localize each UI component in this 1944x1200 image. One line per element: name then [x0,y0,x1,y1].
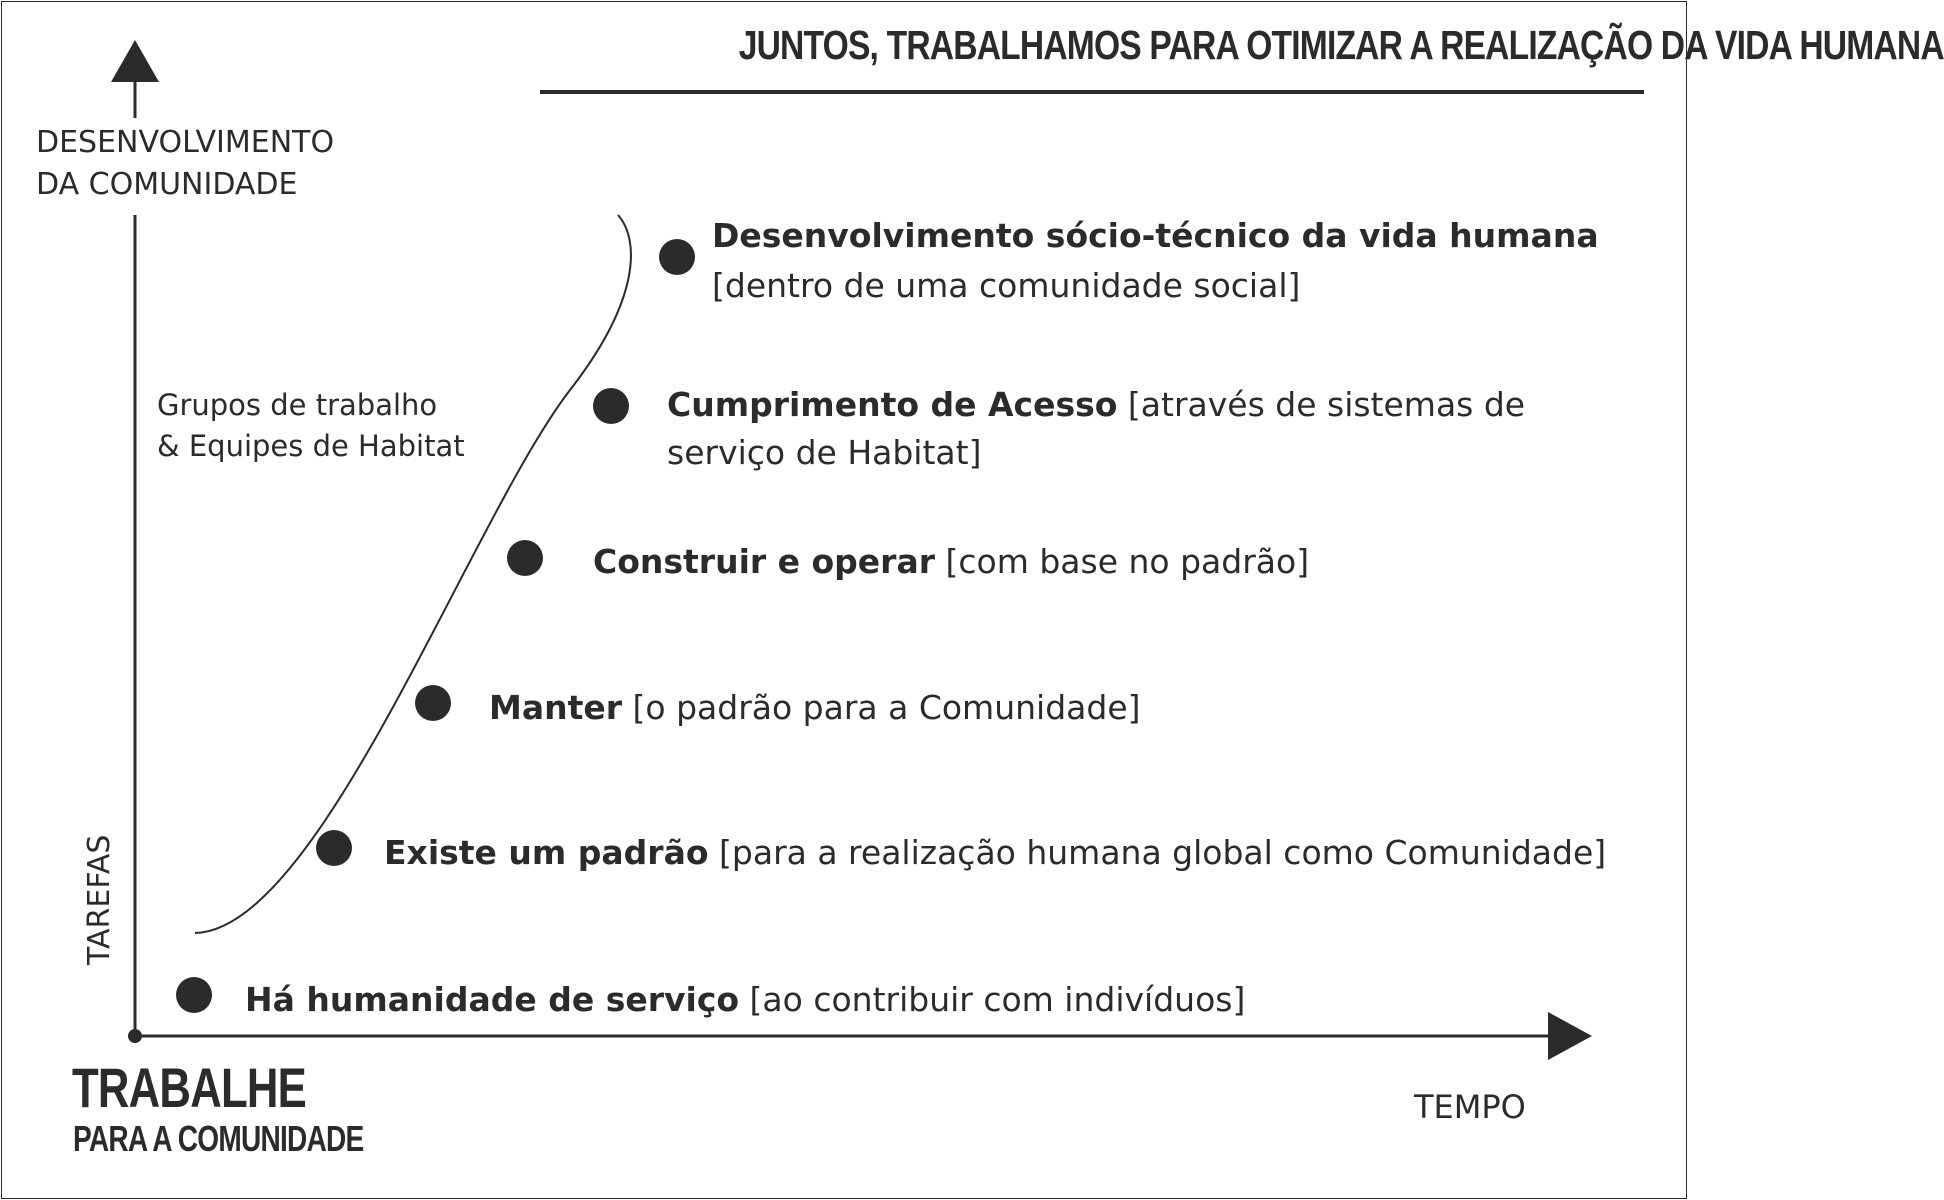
level-title: Cumprimento de Acesso [667,385,1118,424]
level-item [667,381,1525,429]
page-title: JUNTOS, TRABALHAMOS PARA OTIMIZAR A REALIZAÇÃO DA VIDA HUMANA [738,22,1944,68]
level-dot [316,830,352,866]
tasks-label: TAREFAS [82,834,117,965]
curve-label-line1: Grupos de trabalho [157,388,438,422]
level-detail: [através de sistemas de [1117,385,1526,424]
level-detail: [ao contribuir com indivíduos] [739,980,1246,1019]
level-item-detail [712,262,1300,310]
level-dot [176,977,212,1013]
level-item [245,976,1245,1024]
level-detail: [o padrão para a Comunidade] [622,688,1141,727]
level-detail: [para a realização humana global como Comunidade] [708,833,1607,872]
level-title: Construir e operar [593,542,936,581]
level-dot [415,685,451,721]
curve-label-line2: & Equipes de Habitat [157,429,465,463]
level-item [712,212,1599,260]
y-axis-label-line2: DA COMUNIDADE [36,167,298,202]
origin-dot [128,1029,142,1043]
level-dot [593,388,629,424]
growth-curve [195,215,631,933]
level-item [489,684,1141,732]
x-axis-label: TEMPO [1414,1088,1526,1126]
y-axis-label-line1: DESENVOLVIMENTO [36,125,335,160]
footer-title: TRABALHE [72,1056,306,1119]
level-title: Manter [489,688,623,727]
level-title: Há humanidade de serviço [245,980,740,1019]
footer-subtitle: PARA A COMUNIDADE [73,1118,364,1159]
level-dot [659,239,695,275]
curve-label [157,385,465,467]
x-axis-arrowhead [1548,1012,1592,1060]
level-item-detail [667,429,981,477]
level-title: Existe um padrão [384,833,709,872]
level-title: Desenvolvimento sócio-técnico da vida humana [712,216,1599,255]
level-detail: serviço de Habitat] [667,433,982,472]
level-dot [507,540,543,576]
level-detail: [com base no padrão] [935,542,1310,581]
y-axis-label [36,122,334,206]
y-axis-arrowhead [111,40,159,82]
level-item [384,829,1606,877]
level-item [593,538,1309,586]
level-detail: [dentro de uma comunidade social] [712,266,1301,305]
